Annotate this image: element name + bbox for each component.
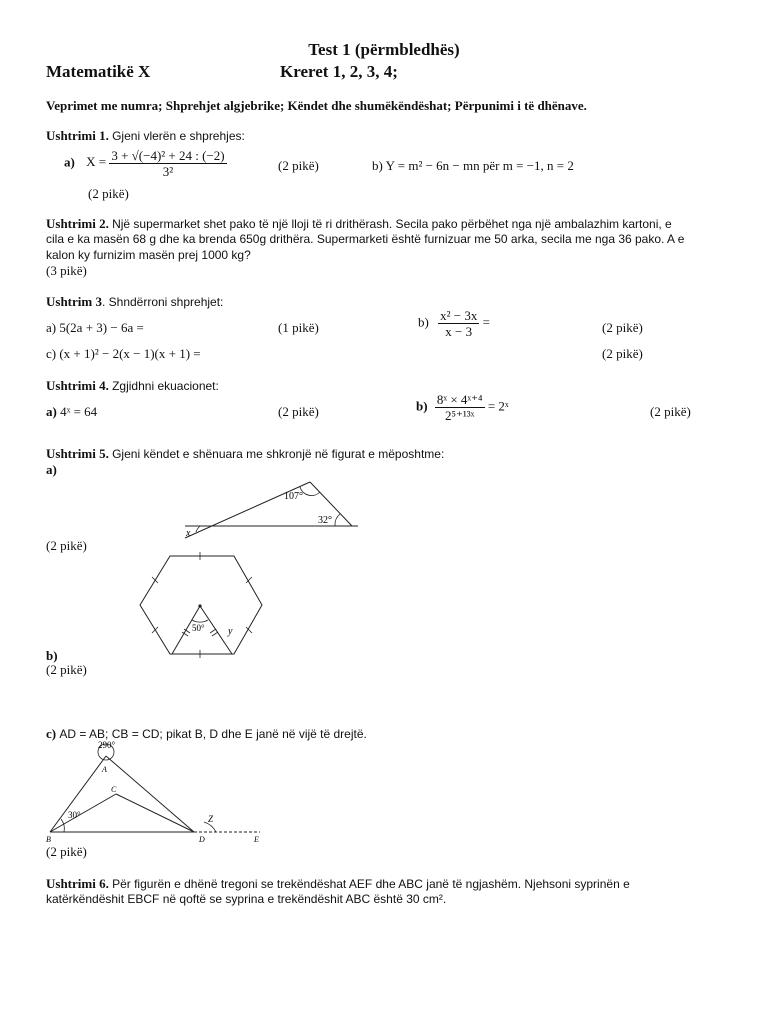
fig-c-angle-30: 30° <box>68 810 81 820</box>
ex4-a <box>46 404 97 420</box>
ex3-heading <box>46 294 223 310</box>
ex3-label: Ushtrim 3 <box>46 294 102 309</box>
ex3-b-fraction <box>438 308 479 339</box>
ex5-heading <box>46 446 444 462</box>
ex2-points: (3 pikë) <box>46 263 87 278</box>
figure-hexagon <box>134 550 266 662</box>
ex4-a-equation: 4ˣ = 64 <box>60 404 98 419</box>
ex5-label: Ushtrimi 5. <box>46 446 109 461</box>
ex1-a-fraction <box>109 148 226 179</box>
ex4-b-points: (2 pikë) <box>650 404 691 419</box>
ex1-a-numerator: 3 + √(−4)² + 24 : (−2) <box>111 148 225 163</box>
ex2-text-1: Një supermarket shet pako të një lloji të ri drithërash. Secila pako përbëhet nga një ambalazhim kartoni, e <box>112 217 672 231</box>
ex1-a-denominator: 3² <box>162 164 174 179</box>
ex5-b-points: (2 pikë) <box>46 662 87 677</box>
ex1-a-points: (2 pikë) <box>278 158 319 173</box>
ex2-line3: kalon ky furnizim masën prej 1000 kg? <box>46 248 251 262</box>
ex5-a-label: a) <box>46 462 57 477</box>
subject-title: Matematikë X <box>46 62 151 81</box>
ex3-a-points: (1 pikë) <box>278 320 319 335</box>
ex1-text: Gjeni vlerën e shprehjes: <box>112 129 245 143</box>
ex1-b: b) Y = m² − 6n − mn për m = −1, n = 2 <box>372 158 574 173</box>
ex1-a-label: a) <box>64 154 75 170</box>
ex4-label: Ushtrimi 4. <box>46 378 109 393</box>
ex6-line2: katërkëndëshit EBCF në qoftë se syprina e trekëndëshit ABC është 30 cm². <box>46 892 447 906</box>
ex3-b-equals: = <box>482 314 490 330</box>
ex3-b-denominator: x − 3 <box>445 324 473 339</box>
figure-a-triangle <box>180 474 360 546</box>
ex1-a <box>64 148 227 179</box>
ex1-heading <box>46 128 245 144</box>
fig-c-A: A <box>102 765 107 774</box>
hex-angle-50: 50° <box>192 623 205 633</box>
ex4-b-label: b) <box>416 398 428 414</box>
ex4-b-numerator: 8ˣ × 4ˣ⁺⁴ <box>436 392 483 407</box>
fig-a-x: x <box>186 528 191 539</box>
ex4-a-label: a) <box>46 404 57 419</box>
ex1-label: Ushtrimi 1. <box>46 128 109 143</box>
ex3-b-numerator: x² − 3x <box>440 308 478 323</box>
ex1-b-points: (2 pikë) <box>88 186 129 201</box>
fig-a-angle-32: 32° <box>318 515 332 526</box>
ex3-a: a) 5(2a + 3) − 6a = <box>46 320 144 335</box>
fig-c-E: E <box>254 835 259 844</box>
fig-c-z: Z <box>208 814 214 824</box>
ex5-c-label: c) <box>46 726 57 741</box>
ex1-a-lhs: X = <box>86 154 107 170</box>
ex2-line2: cila e ka masën 68 g dhe ka brenda 650g drithëra. Supermarketi është furnizuar me 50 arka, secila me nga 36 pako. A e <box>46 232 685 246</box>
ex4-b <box>416 392 509 423</box>
ex4-text: Zgjidhni ekuacionet: <box>112 379 219 393</box>
ex5-b-label: b) <box>46 648 58 663</box>
ex6-line1 <box>46 876 630 892</box>
ex4-heading <box>46 378 219 394</box>
ex2-label: Ushtrimi 2. <box>46 216 109 231</box>
ex6-label: Ushtrimi 6. <box>46 876 109 891</box>
hex-y: y <box>228 626 233 637</box>
ex5-c-points: (2 pikë) <box>46 844 87 859</box>
topics-line: Veprimet me numra; Shprehjet algjebrike; Këndet dhe shumëkëndëshat; Përpunimi i të dhënave. <box>46 98 587 113</box>
ex4-b-denominator: 2⁵⁺¹³ˣ <box>444 408 475 423</box>
figure-c <box>44 740 264 844</box>
ex4-b-fraction <box>435 392 485 423</box>
fig-a-angle-107: 107° <box>284 491 303 502</box>
fig-c-D: D <box>199 835 205 844</box>
ex3-c: c) (x + 1)² − 2(x − 1)(x + 1) = <box>46 346 201 361</box>
ex5-a-points: (2 pikë) <box>46 538 87 553</box>
ex2-line1 <box>46 216 672 232</box>
ex5-text: Gjeni këndet e shënuara me shkronjë në figurat e mëposhtme: <box>112 447 445 461</box>
ex6-text-1: Për figurën e dhënë tregoni se trekëndëshat AEF dhe ABC janë të ngjashëm. Njehsoni syprinën e <box>112 877 630 891</box>
ex3-b-points: (2 pikë) <box>602 320 643 335</box>
fig-c-C: C <box>111 785 117 794</box>
ex5-c-text: AD = AB; CB = CD; pikat B, D dhe E janë në vijë të drejtë. <box>59 727 367 741</box>
ex3-text: . Shndërroni shprehjet: <box>101 295 224 309</box>
ex3-b-label: b) <box>418 314 429 330</box>
test-title: Test 1 (përmbledhës) <box>308 40 460 59</box>
ex3-c-points: (2 pikë) <box>602 346 643 361</box>
fig-c-B: B <box>46 835 51 844</box>
chapters-title: Kreret 1, 2, 3, 4; <box>280 62 398 81</box>
ex4-a-points: (2 pikë) <box>278 404 319 419</box>
fig-c-angle-290: 290° <box>98 740 116 750</box>
ex3-b <box>418 308 490 339</box>
ex4-b-rhs: = 2ˣ <box>487 398 509 414</box>
